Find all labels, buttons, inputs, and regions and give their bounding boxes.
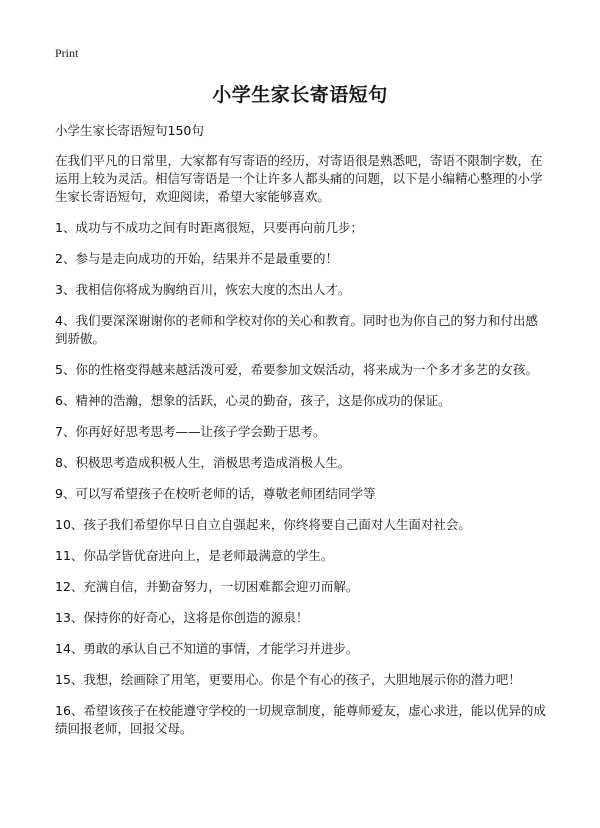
list-item: 1、成功与不成功之间有时距离很短，只要再向前几步； — [55, 220, 363, 235]
print-link[interactable]: Print — [55, 46, 79, 60]
list-item: 11、你品学皆优奋进向上，是老师最满意的学生。 — [55, 548, 334, 563]
list-item: 2、参与是走向成功的开始，结果并不是最重要的！ — [55, 251, 338, 266]
list-item: 10、孩子我们希望你早日自立自强起来，你终将要自己面对人生面对社会。 — [55, 517, 471, 532]
list-item: 5、你的性格变得越来越活泼可爱，希要参加文娱活动，将来成为一个多才多艺的女孩。 — [55, 362, 538, 377]
list-item: 7、你再好好思考思考——让孩子学会勤于思考。 — [55, 424, 326, 439]
quote-list — [55, 219, 550, 738]
article-subtitle: 小学生家长寄语短句150句 — [55, 123, 204, 138]
list-item: 4、我们要深深谢谢你的老师和学校对你的关心和教育。同时也为你自己的努力和付出感到骄傲。 — [55, 313, 538, 346]
article-intro: 在我们平凡的日常里，大家都有写寄语的经历，对寄语很是熟悉吧，寄语不限制字数，在运用上较为灵活。相信写寄语是一个让许多人都头痛的问题，以下是小编精心整理的小学生家长寄语短句，欢迎阅读，希望大家能够喜欢。 — [55, 153, 543, 204]
list-item: 12、充满自信，并勤奋努力，一切困难都会迎刃而解。 — [55, 579, 359, 594]
article-body — [55, 122, 550, 751]
list-item: 15、我想，绘画除了用笔，更要用心。你是个有心的孩子，大胆地展示你的潜力吧！ — [55, 672, 521, 687]
page-title: 小学生家长寄语短句 — [212, 84, 388, 106]
list-item: 9、可以写希望孩子在校听老师的话，尊敬老师团结同学等 — [55, 486, 376, 501]
list-item: 14、勇敢的承认自己不知道的事情，才能学习并进步。 — [55, 641, 359, 656]
list-item: 8、积极思考造成积极人生，消极思考造成消极人生。 — [55, 455, 351, 470]
list-item: 3、我相信你将成为胸纳百川，恢宏大度的杰出人才。 — [55, 282, 351, 297]
list-item: 13、保持你的好奇心，这将是你创造的源泉！ — [55, 610, 309, 625]
list-item: 16、希望该孩子在校能遵守学校的一切规章制度，能尊师爱友，虚心求进，能以优异的成绩回报老师，回报父母。 — [55, 703, 546, 736]
list-item: 6、精神的浩瀚，想象的活跃，心灵的勤奋，孩子，这是你成功的保证。 — [55, 393, 451, 408]
